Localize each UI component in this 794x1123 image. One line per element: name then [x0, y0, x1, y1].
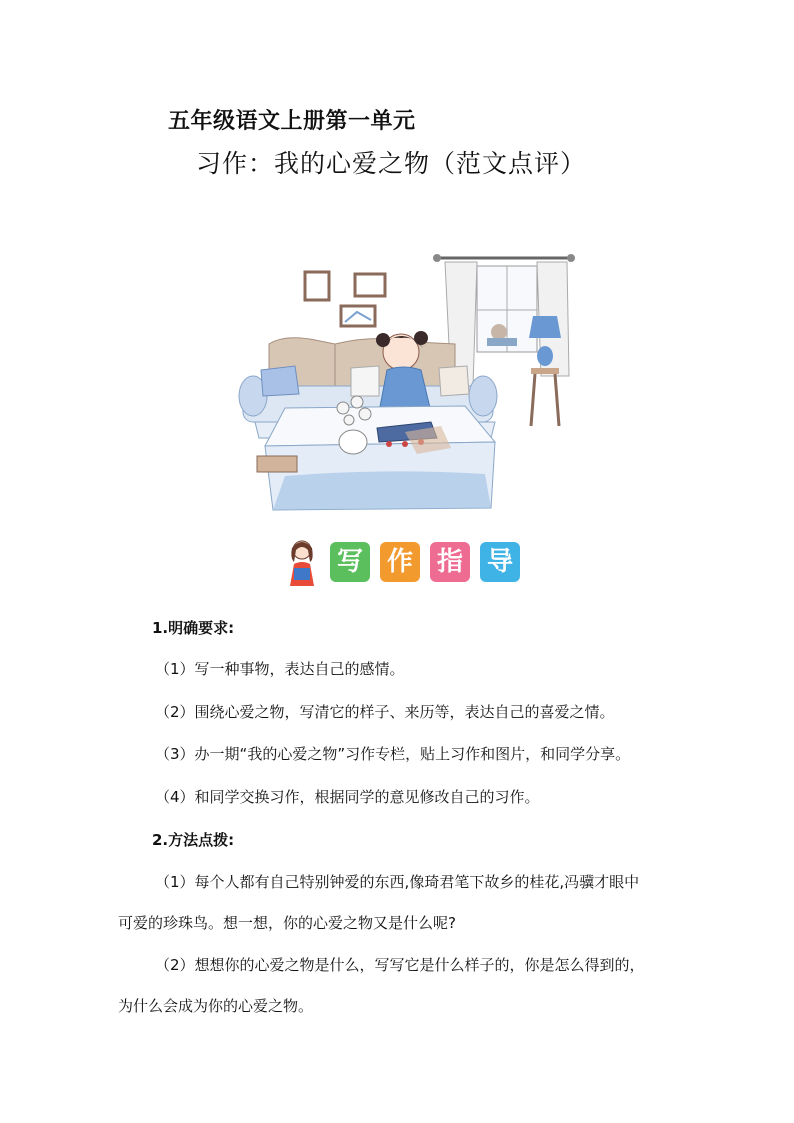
banner-char-1: 写: [330, 542, 370, 582]
illustration-girl-living-room: [165, 236, 585, 516]
requirement-item-2: （2）围绕心爱之物，写清它的样子、来历等，表达自己的喜爱之情。: [155, 703, 615, 721]
writing-guide-banner: [280, 538, 540, 588]
requirement-item-3: （3）办一期“我的心爱之物”习作专栏，贴上习作和图片，和同学分享。: [155, 745, 631, 763]
method-paragraph-1-line-2: 可爱的珍珠鸟。想一想，你的心爱之物又是什么呢?: [118, 914, 456, 932]
page-subtitle: 习作：我的心爱之物（范文点评）: [196, 149, 587, 178]
method-paragraph-2-line-2: 为什么会成为你的心爱之物。: [118, 997, 314, 1015]
section-heading-methods: 2.方法点拨:: [152, 831, 235, 849]
page-title: 五年级语文上册第一单元: [168, 109, 416, 134]
banner-char-2: 作: [380, 542, 420, 582]
banner-char-4: 导: [480, 542, 520, 582]
section-heading-requirements: 1.明确要求:: [152, 619, 235, 637]
teacher-reading-icon: [280, 538, 324, 588]
method-paragraph-1-line-1: （1）每个人都有自己特别钟爱的东西,像琦君笔下故乡的桂花,冯骥才眼中: [155, 873, 640, 891]
requirement-item-4: （4）和同学交换习作，根据同学的意见修改自己的习作。: [155, 788, 540, 806]
method-paragraph-2-line-1: （2）想想你的心爱之物是什么，写写它是什么样子的，你是怎么得到的，: [155, 956, 645, 974]
requirement-item-1: （1）写一种事物，表达自己的感情。: [155, 660, 405, 678]
banner-char-3: 指: [430, 542, 470, 582]
